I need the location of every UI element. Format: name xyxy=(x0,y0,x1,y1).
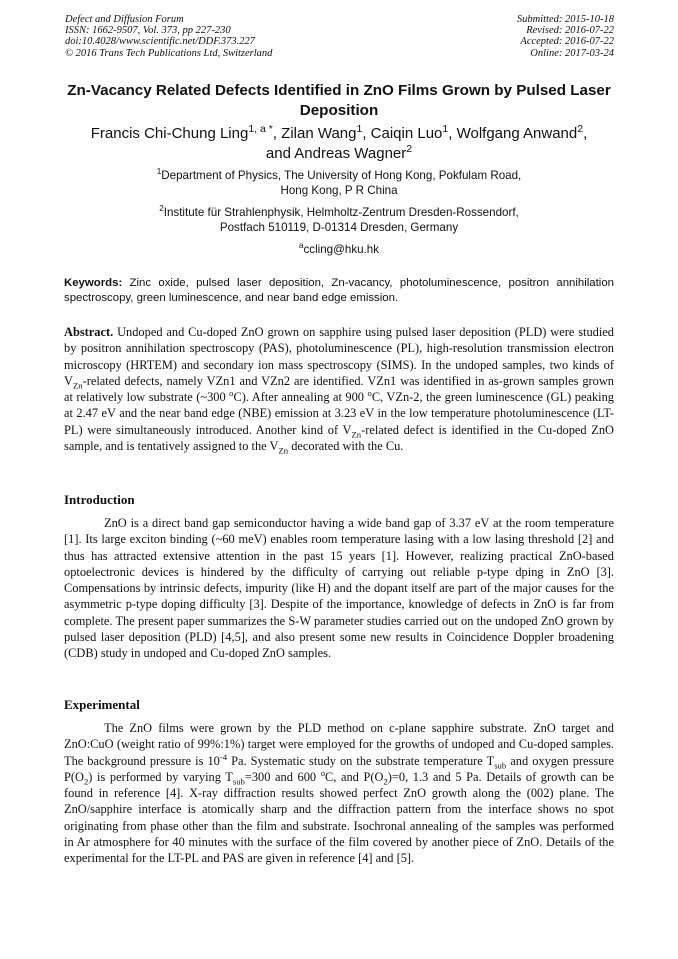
journal-name: Defect and Diffusion Forum xyxy=(65,14,184,25)
author-name: , Wolfgang Anwand xyxy=(448,125,578,142)
author-email xyxy=(60,242,618,257)
affiliation-line: Institute für Strahlenphysik, Helmholtz-Zentrum Dresden-Rossendorf, xyxy=(163,206,519,219)
abstract-label: Abstract. xyxy=(64,325,114,339)
publication-dates xyxy=(517,14,614,59)
abstract-text: Undoped and Cu-doped ZnO grown on sapphire using pulsed laser deposition (PLD) were studied by positron annihilation spectroscopy (PAS), photoluminescence (PL), high-resolution transmission electron microscopy (HRTEM) and secondary ion mass spectroscopy (SIMS). In the undoped samples, two kinds of V xyxy=(64,325,614,388)
affiliation-line: Hong Kong, P R China xyxy=(280,184,398,197)
date-revised: Revised: 2016-07-22 xyxy=(526,25,614,37)
experimental-text: )=0, 1.3 and 5 Pa. Details of growth can be found in reference [4]. X-ray diffraction results showed perfect ZnO growth along the (002) plane. The ZnO/sapphire interface is atomically sharp and the diffraction pattern from the interface shows no spot originating from phase other than the film and substrate. Isochronal annealing of the samples was performed in Ar atmosphere for 40 minutes with the surface of the film covered by another piece of ZnO. Details of the experimental for the LT-PL and PAS are given in reference [4] and [5]. xyxy=(64,769,614,866)
author-affiliation-mark: 1, a * xyxy=(248,123,273,135)
subscript: Zn xyxy=(72,380,83,391)
experimental-text: C, and P(O xyxy=(325,769,384,784)
author-affiliation-mark: 1 xyxy=(442,123,449,135)
date-accepted: Accepted: 2016-07-22 xyxy=(520,36,614,48)
journal-copyright: © 2016 Trans Tech Publications Ltd, Switzerland xyxy=(65,47,273,59)
email-address[interactable]: ccling@hku.hk xyxy=(303,243,380,256)
subscript: sub xyxy=(232,776,245,787)
abstract-text: C, VZn-2, the green luminescence (GL) peaking at 2.47 eV and the near band edge (NBE) emission at 3.23 eV in the low temperature photoluminescence (LT-PL) were simultaneously introduced. Another kind of V xyxy=(64,390,614,437)
date-online: Online: 2017-03-24 xyxy=(530,47,614,59)
abstract-text: -related defect is identified in the Cu-doped ZnO sample, and is tentatively assigned to the V xyxy=(64,422,614,454)
superscript: o xyxy=(229,388,234,399)
subscript: 2 xyxy=(383,776,388,787)
experimental-text: =300 and 600 xyxy=(244,769,321,784)
subscript: Zn xyxy=(278,445,289,456)
journal-issn: ISSN: 1662-9507, Vol. 373, pp 227-230 xyxy=(65,25,231,37)
affiliation-mark: 2 xyxy=(159,204,164,214)
author-list: Francis Chi-Chung Ling$^{1, a *}$, Zilan Wang$^1$, Caiqin Luo$^1$, Wolfgang Anwand$^2$, and Andreas Wagner$^2$ xyxy=(90,123,588,162)
author-name: and Andreas Wagner xyxy=(265,145,407,162)
subscript: 2 xyxy=(83,776,89,787)
affiliation-line: Department of Physics, The University of Hong Kong, Pokfulam Road, xyxy=(161,169,522,182)
abstract-text: decorated with the Cu. xyxy=(288,439,404,454)
paper-title: Zn-Vacancy Related Defects Identified in ZnO Films Grown by Pulsed Laser Deposition xyxy=(67,82,611,119)
superscript: o xyxy=(367,388,372,399)
journal-info xyxy=(65,14,272,59)
author-affiliation-mark: 2 xyxy=(577,123,584,135)
author-affiliation-mark: 2 xyxy=(406,143,413,155)
abstract xyxy=(64,324,614,454)
affiliation-mark: 1 xyxy=(156,167,162,177)
keywords-label: Keywords: xyxy=(64,277,123,289)
email-mark: a xyxy=(298,241,304,251)
subscript: Zn xyxy=(351,429,362,440)
superscript: o xyxy=(320,767,326,778)
journal-doi: doi:10.4028/www.scientific.net/DDF.373.227 xyxy=(65,36,256,48)
experimental-text: The ZnO films were grown by the PLD method on c-plane sapphire substrate. ZnO target and ZnO:CuO (weight ratio of 99%:1%) target were employed for the growths of undoped and Cu-doped samples. The background pressure is 10 xyxy=(64,721,614,768)
introduction-paragraph: ZnO is a direct band gap semiconductor having a wide band gap of 3.37 eV at the room temperature [1]. Its large exciton binding (~60 meV) enables room temperature lasing with a low lasing threshold [2] and thus has attracted extensive attention in the past 15 years [1]. However, realizing practical ZnO-based optoelectronic devices is hindered by the difficulty of carrying out reliable p-type dping in ZnO [3]. Compensations by intrinsic defects, impurity (like H) and the dopant itself are part of the major causes for the asymmetric p-type doping difficulty [3]. Despite of the importance, knowledge of defects in ZnO is far from complete. The present paper summarizes the S-W parameter studies carried out on the undoped ZnO grown by pulsed laser deposition (PLD) [4,5], and also present some new results in Coincidence Doppler broadening (CDB) study in undoped and Cu-doped ZnO samples. xyxy=(64,516,614,661)
keywords xyxy=(64,276,614,306)
experimental-text: ) is performed by varying T xyxy=(88,769,233,784)
author-name: , Caiqin Luo xyxy=(362,125,443,142)
experimental-heading: Experimental xyxy=(64,697,140,712)
experimental-paragraph xyxy=(64,720,614,867)
author-name: Francis Chi-Chung Ling xyxy=(90,125,249,142)
author-affiliation-mark: 1 xyxy=(356,123,363,135)
keywords-text: Zinc oxide, pulsed laser deposition, Zn-vacancy, photoluminescence, positron annihilation spectroscopy, green luminescence, and near band edge emission. xyxy=(64,277,614,304)
experimental-text: Pa. Systematic study on the substrate temperature T xyxy=(227,753,495,768)
affiliation-1 xyxy=(60,168,618,198)
superscript: -4 xyxy=(219,751,228,762)
affiliation-line: Postfach 510119, D-01314 Dresden, Germany xyxy=(219,221,459,234)
abstract-text: C). After annealing at 900 xyxy=(233,390,368,405)
affiliation-2 xyxy=(60,205,618,235)
subscript: sub xyxy=(494,760,507,771)
experimental-text: and oxygen pressure P(O xyxy=(64,753,614,784)
date-submitted: Submitted: 2015-10-18 xyxy=(516,14,614,25)
abstract-text: -related defects, namely VZn1 and VZn2 are identified. VZn1 was identified in as-grown samples grown at relatively low substrate (~300 xyxy=(64,373,614,405)
author-name: , Zilan Wang xyxy=(272,125,357,142)
introduction-heading: Introduction xyxy=(64,492,135,507)
